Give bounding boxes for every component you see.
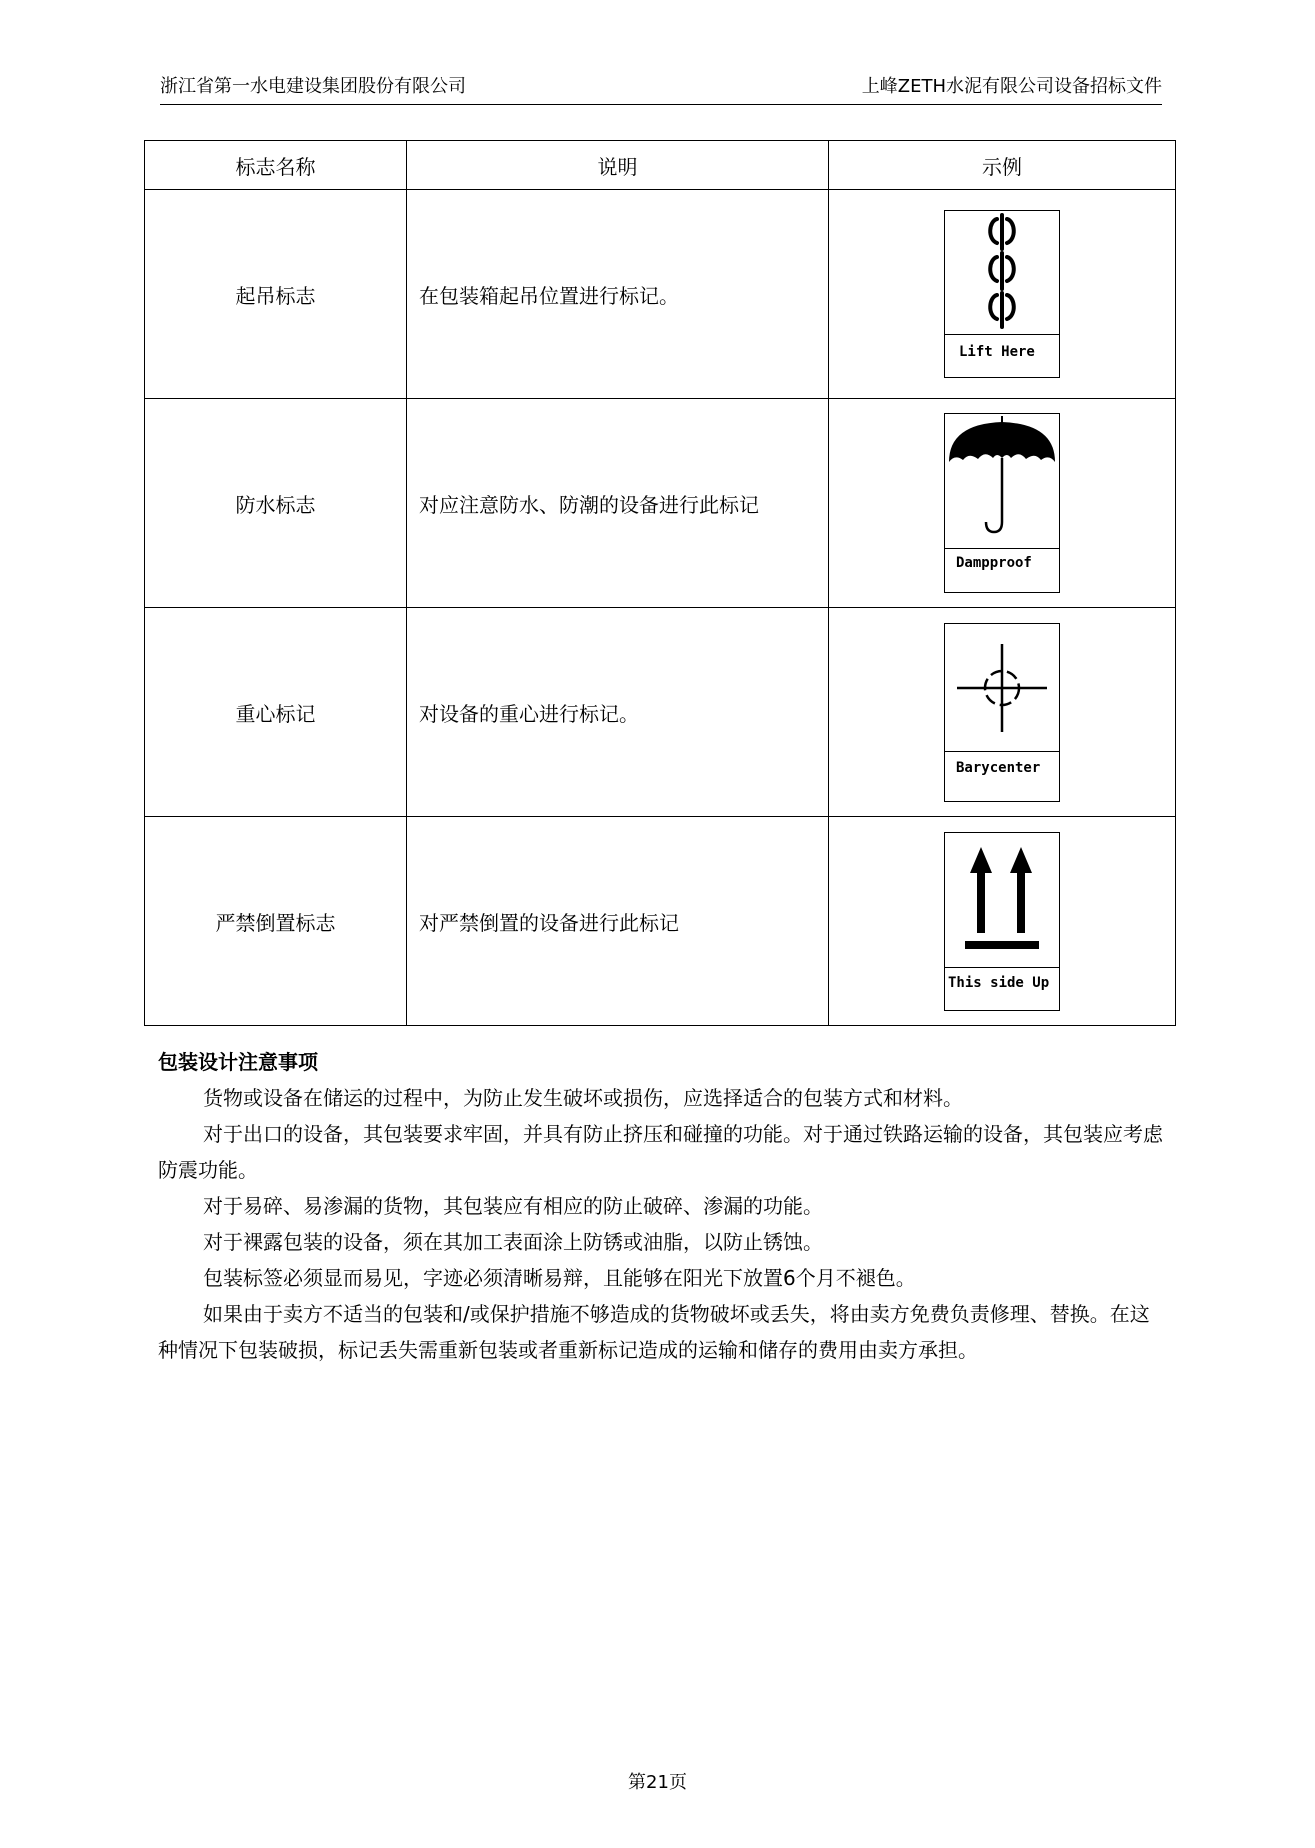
page-header [160, 74, 1162, 105]
crosshair-icon [945, 624, 1059, 751]
mark-sample [829, 190, 1176, 399]
column-header: 说明 [407, 141, 829, 190]
column-header: 示例 [829, 141, 1176, 190]
notes-paragraph: 包装标签必须显而易见，字迹必须清晰易辩，且能够在阳光下放置6个月不褪色。 [203, 1266, 916, 1290]
notes-paragraph: 货物或设备在储运的过程中，为防止发生破坏或损伤，应选择适合的包装方式和材料。 [203, 1086, 963, 1110]
mark-description: 对严禁倒置的设备进行此标记 [407, 817, 829, 1026]
dampproof-sign [944, 413, 1060, 593]
this-side-up-sign [944, 832, 1060, 1011]
header-company: 浙江省第一水电建设集团股份有限公司 [160, 76, 466, 97]
notes-paragraph: 对于易碎、易渗漏的货物，其包装应有相应的防止破碎、渗漏的功能。 [203, 1194, 823, 1218]
mark-name: 起吊标志 [145, 190, 407, 399]
table-row [145, 190, 1176, 399]
arrows-up-icon [945, 833, 1059, 967]
mark-sample [829, 817, 1176, 1026]
sign-caption: Barycenter [945, 751, 1059, 801]
mark-description: 对应注意防水、防潮的设备进行此标记 [407, 399, 829, 608]
header-document-title: 上峰ZETH水泥有限公司设备招标文件 [861, 76, 1162, 97]
mark-description: 对设备的重心进行标记。 [407, 608, 829, 817]
notes-paragraph: 对于裸露包装的设备，须在其加工表面涂上防锈或油脂，以防止锈蚀。 [203, 1230, 823, 1254]
barycenter-sign [944, 623, 1060, 802]
mark-description: 在包装箱起吊位置进行标记。 [407, 190, 829, 399]
column-header: 标志名称 [145, 141, 407, 190]
mark-name: 严禁倒置标志 [145, 817, 407, 1026]
lift-chain-icon [945, 211, 1059, 334]
table-header-row [145, 141, 1176, 190]
sign-caption: Lift Here [945, 334, 1059, 377]
table-row [145, 399, 1176, 608]
sign-caption: This side Up [945, 967, 1059, 1010]
notes-paragraph: 对于出口的设备，其包装要求牢固，并具有防止挤压和碰撞的功能。对于通过铁路运输的设备，其包装应考虑防震功能。 [158, 1122, 1163, 1182]
table-row [145, 608, 1176, 817]
umbrella-icon [945, 414, 1059, 548]
lift-here-sign [944, 210, 1060, 378]
notes-paragraph: 如果由于卖方不适当的包装和/或保护措施不够造成的货物破坏或丢失，将由卖方免费负责修理、替换。在这种情况下包装破损，标记丢失需重新包装或者重新标记造成的运输和储存的费用由卖方承担。 [158, 1302, 1150, 1362]
mark-sample [829, 608, 1176, 817]
mark-name: 重心标记 [145, 608, 407, 817]
mark-name: 防水标志 [145, 399, 407, 608]
mark-sample [829, 399, 1176, 608]
table-row [145, 817, 1176, 1026]
sign-caption: Dampproof [945, 548, 1059, 592]
notes-title: 包装设计注意事项 [158, 1050, 318, 1074]
page-number: 第21页 [628, 1772, 687, 1793]
packaging-notes [158, 1044, 1164, 1368]
marks-table [144, 140, 1176, 1026]
